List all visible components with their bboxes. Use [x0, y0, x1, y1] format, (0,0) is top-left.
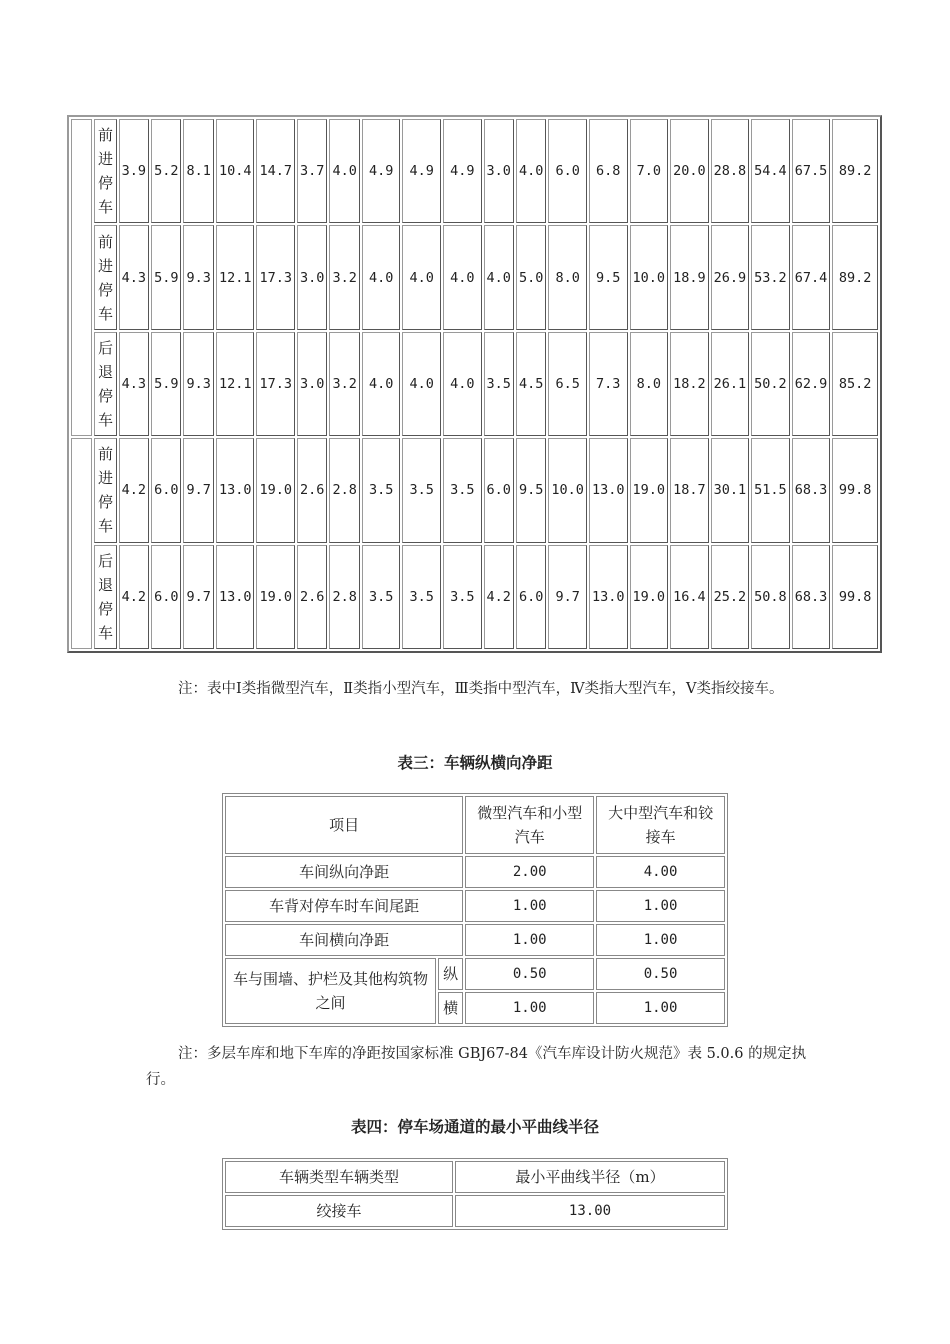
cell-value: 2.6 — [297, 438, 327, 542]
parking-mode-label: 前进停车 — [94, 225, 116, 329]
cell-value: 10.4 — [216, 119, 255, 223]
cell-value: 12.1 — [216, 225, 255, 329]
cell-value: 3.5 — [362, 438, 401, 542]
cell-value: 13.0 — [589, 545, 628, 649]
table-row — [225, 856, 725, 888]
cell-value: 4.2 — [484, 545, 514, 649]
cell-value: 99.8 — [832, 545, 878, 649]
table-header-row — [225, 796, 725, 854]
header-large-cars: 大中型汽车和铰接车 — [596, 796, 725, 854]
row-label: 车与围墙、护栏及其他构筑物之间 — [225, 958, 436, 1024]
cell-value: 1.00 — [596, 890, 725, 922]
cell-value: 1.00 — [596, 924, 725, 956]
cell-value: 13.0 — [589, 438, 628, 542]
header-item: 项目 — [225, 796, 463, 854]
header-small-cars: 微型汽车和小型汽车 — [465, 796, 594, 854]
curve-radius-table — [222, 1158, 728, 1230]
table-row — [225, 890, 725, 922]
table-row — [225, 924, 725, 956]
table-row — [225, 958, 725, 990]
cell-value: 4.0 — [443, 225, 482, 329]
cell-value: 9.5 — [589, 225, 628, 329]
cell-value: 14.7 — [256, 119, 295, 223]
table-row — [71, 225, 878, 329]
cell-value: 2.00 — [465, 856, 594, 888]
cell-value: 4.9 — [443, 119, 482, 223]
cell-value: 5.2 — [151, 119, 181, 223]
cell-value: 4.9 — [402, 119, 441, 223]
cell-value: 89.2 — [832, 225, 878, 329]
table-row — [225, 1195, 725, 1227]
cell-value: 18.2 — [670, 332, 709, 436]
cell-value: 68.3 — [792, 545, 831, 649]
cell-value: 19.0 — [256, 545, 295, 649]
cell-value: 4.9 — [362, 119, 401, 223]
cell-value: 9.7 — [183, 438, 213, 542]
cell-value: 4.3 — [119, 225, 149, 329]
cell-value: 9.3 — [183, 332, 213, 436]
cell-value: 8.0 — [630, 332, 669, 436]
cell-value: 5.0 — [516, 225, 546, 329]
cell-value: 4.0 — [362, 225, 401, 329]
cell-value: 6.5 — [548, 332, 587, 436]
cell-value: 2.8 — [329, 438, 359, 542]
cell-value: 50.8 — [751, 545, 790, 649]
vehicle-class-cell — [71, 438, 92, 649]
cell-value: 85.2 — [832, 332, 878, 436]
cell-value: 0.50 — [596, 958, 725, 990]
cell-value: 10.0 — [630, 225, 669, 329]
vehicle-class-cell — [71, 119, 92, 436]
cell-value: 9.5 — [516, 438, 546, 542]
cell-value: 19.0 — [630, 438, 669, 542]
cell-value: 20.0 — [670, 119, 709, 223]
cell-value: 3.2 — [329, 332, 359, 436]
cell-value: 16.4 — [670, 545, 709, 649]
cell-value: 4.2 — [119, 545, 149, 649]
cell-value: 10.0 — [548, 438, 587, 542]
cell-value: 26.9 — [711, 225, 750, 329]
cell-value: 4.0 — [362, 332, 401, 436]
cell-value: 17.3 — [256, 225, 295, 329]
cell-value: 18.9 — [670, 225, 709, 329]
cell-value: 2.6 — [297, 545, 327, 649]
cell-value: 8.0 — [548, 225, 587, 329]
cell-value: 3.9 — [119, 119, 149, 223]
cell-value: 51.5 — [751, 438, 790, 542]
header-vehicle-type: 车辆类型车辆类型 — [225, 1161, 453, 1193]
cell-value: 89.2 — [832, 119, 878, 223]
cell-value: 4.0 — [443, 332, 482, 436]
cell-value: 30.1 — [711, 438, 750, 542]
cell-value: 7.3 — [589, 332, 628, 436]
direction-label: 横 — [438, 992, 463, 1024]
table4-title: 表四：停车场通道的最小平曲线半径 — [350, 1117, 599, 1136]
cell-value: 2.8 — [329, 545, 359, 649]
table-row — [71, 332, 878, 436]
cell-value: 6.8 — [589, 119, 628, 223]
table3-note: 注：多层车库和地下车库的净距按国家标准 GBJ67-84《汽车库设计防火规范》表 5.0.6 的规定执行。 — [146, 1046, 807, 1088]
cell-value: 54.4 — [751, 119, 790, 223]
cell-value: 13.0 — [216, 545, 255, 649]
cell-value: 4.0 — [402, 332, 441, 436]
cell-value: 4.00 — [596, 856, 725, 888]
row-label: 车背对停车时车间尾距 — [225, 890, 463, 922]
cell-value: 3.0 — [297, 225, 327, 329]
parking-mode-label: 前进停车 — [94, 119, 116, 223]
cell-value: 6.0 — [151, 545, 181, 649]
direction-label: 纵 — [438, 958, 463, 990]
cell-value: 99.8 — [832, 438, 878, 542]
cell-value: 67.4 — [792, 225, 831, 329]
cell-value: 4.0 — [402, 225, 441, 329]
cell-value: 3.5 — [443, 438, 482, 542]
cell-value: 5.9 — [151, 225, 181, 329]
vehicle-type: 绞接车 — [225, 1195, 453, 1227]
cell-value: 8.1 — [183, 119, 213, 223]
cell-value: 26.1 — [711, 332, 750, 436]
row-label: 车间横向净距 — [225, 924, 463, 956]
cell-value: 9.7 — [183, 545, 213, 649]
parking-mode-label: 后退停车 — [94, 545, 116, 649]
cell-value: 1.00 — [465, 924, 594, 956]
cell-value: 3.5 — [402, 438, 441, 542]
table-row — [71, 119, 878, 223]
cell-value: 1.00 — [465, 992, 594, 1024]
table1-note: 注：表中Ⅰ类指微型汽车，Ⅱ类指小型汽车，Ⅲ类指中型汽车，Ⅳ类指大型汽车，Ⅴ类指绞接车。 — [178, 681, 784, 697]
cell-value: 53.2 — [751, 225, 790, 329]
cell-value: 6.0 — [548, 119, 587, 223]
table-header-row — [225, 1161, 725, 1193]
cell-value: 13.0 — [216, 438, 255, 542]
header-min-radius: 最小平曲线半径（m） — [455, 1161, 725, 1193]
cell-value: 67.5 — [792, 119, 831, 223]
cell-value: 12.1 — [216, 332, 255, 436]
parking-dimension-table — [67, 115, 882, 653]
cell-value: 4.2 — [119, 438, 149, 542]
cell-value: 3.2 — [329, 225, 359, 329]
cell-value: 3.0 — [297, 332, 327, 436]
cell-value: 6.0 — [151, 438, 181, 542]
cell-value: 68.3 — [792, 438, 831, 542]
cell-value: 4.3 — [119, 332, 149, 436]
cell-value: 4.0 — [484, 225, 514, 329]
cell-value: 7.0 — [630, 119, 669, 223]
cell-value: 18.7 — [670, 438, 709, 542]
min-radius-value: 13.00 — [455, 1195, 725, 1227]
cell-value: 3.7 — [297, 119, 327, 223]
cell-value: 62.9 — [792, 332, 831, 436]
cell-value: 19.0 — [630, 545, 669, 649]
table-row — [71, 545, 878, 649]
cell-value: 19.0 — [256, 438, 295, 542]
cell-value: 3.5 — [362, 545, 401, 649]
cell-value: 0.50 — [465, 958, 594, 990]
parking-mode-label: 前进停车 — [94, 438, 116, 542]
cell-value: 17.3 — [256, 332, 295, 436]
cell-value: 6.0 — [516, 545, 546, 649]
cell-value: 3.5 — [402, 545, 441, 649]
cell-value: 28.8 — [711, 119, 750, 223]
vehicle-clearance-table — [222, 793, 728, 1027]
cell-value: 3.5 — [443, 545, 482, 649]
cell-value: 9.7 — [548, 545, 587, 649]
parking-mode-label: 后退停车 — [94, 332, 116, 436]
cell-value: 25.2 — [711, 545, 750, 649]
cell-value: 6.0 — [484, 438, 514, 542]
cell-value: 3.0 — [484, 119, 514, 223]
cell-value: 3.5 — [484, 332, 514, 436]
cell-value: 4.0 — [329, 119, 359, 223]
table3-title: 表三：车辆纵横向净距 — [397, 753, 553, 772]
cell-value: 5.9 — [151, 332, 181, 436]
cell-value: 9.3 — [183, 225, 213, 329]
cell-value: 50.2 — [751, 332, 790, 436]
cell-value: 4.5 — [516, 332, 546, 436]
cell-value: 1.00 — [465, 890, 594, 922]
table-row — [71, 438, 878, 542]
cell-value: 1.00 — [596, 992, 725, 1024]
row-label: 车间纵向净距 — [225, 856, 463, 888]
cell-value: 4.0 — [516, 119, 546, 223]
